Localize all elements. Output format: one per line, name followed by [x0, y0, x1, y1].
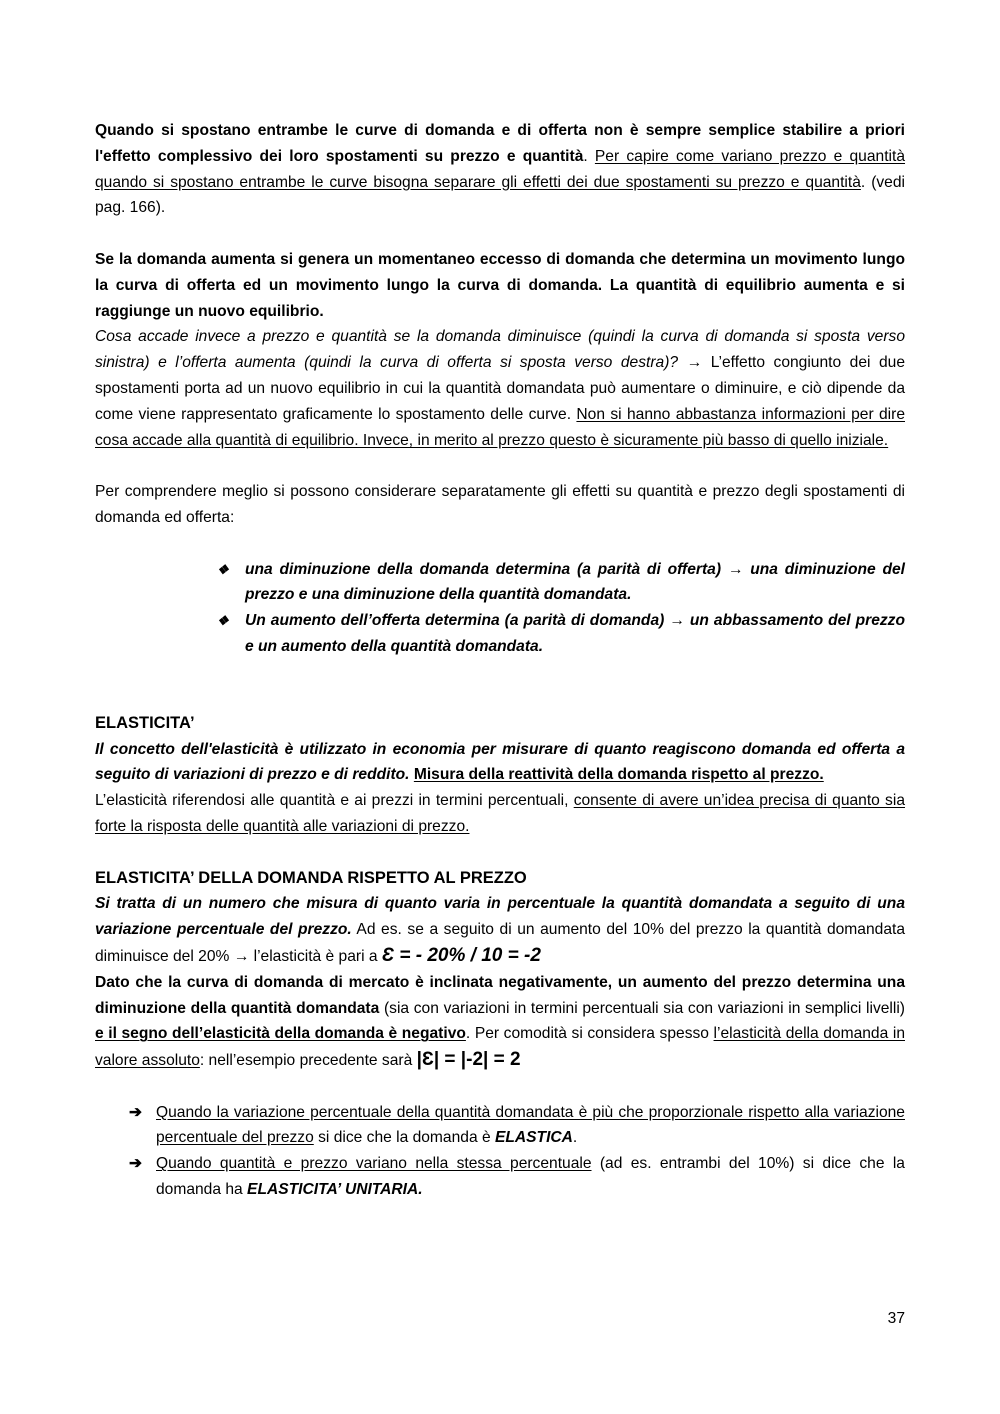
- bold-text: Quando si spostano entrambe le curve di domanda e di offerta non è sempre semplice stabilire a priori l'effetto complessivo dei loro spostamenti su prezzo e quantità: [95, 122, 905, 165]
- text: .: [583, 147, 595, 165]
- section-heading-price-elasticity: ELASTICITA’ DELLA DOMANDA RISPETTO AL PREZZO: [95, 868, 527, 887]
- paragraph-price-elasticity: [95, 891, 905, 969]
- arrow-right-icon: →: [233, 947, 250, 965]
- italic-question: Cosa accade invece a prezzo e quantità se la domanda diminuisce (quindi la curva di domanda si sposta verso sinistra) e l’offerta aumenta (quindi la curva di offerta si sposta verso destra)?: [95, 328, 905, 372]
- list-item: [217, 557, 905, 609]
- paragraph-demand-decrease-supply-increase: [95, 324, 905, 453]
- paragraph-demand-increase: [95, 247, 905, 324]
- text: .: [572, 1129, 578, 1147]
- arrow-right-icon: →: [686, 354, 703, 372]
- text: (ad es. entrambi del 10%) si dice che la domanda ha: [156, 1155, 905, 1199]
- elasticity-formula: Ɛ = - 20% / 10 = -2: [381, 944, 541, 966]
- text: Per comprendere meglio si possono considerare separatamente gli effetti su quantità e prezzo degli spostamenti di domanda ed offerta:: [95, 483, 905, 526]
- text: si dice che la domanda è: [313, 1129, 495, 1147]
- elasticity-types-list: [95, 1100, 905, 1203]
- text: l’elasticità è pari a: [249, 947, 382, 965]
- bold-underlined-text: e il segno dell’elasticità della domanda è negativo: [95, 1025, 466, 1043]
- text: L’elasticità riferendosi alle quantità e ai prezzi in termini percentuali,: [95, 792, 574, 810]
- absolute-elasticity-formula: |Ɛ| = |-2| = 2: [416, 1049, 521, 1071]
- arrow-bullet-icon: ➔: [129, 1103, 143, 1121]
- bold-italic-text: Si tratta di un numero che misura di quanto varia in percentuale la quantità domandata a seguito di una variazione percentuale del prezzo.: [95, 895, 905, 939]
- text: una diminuzione della domanda determina (a parità di offerta): [245, 560, 728, 578]
- arrow-right-icon: →: [727, 560, 744, 578]
- underlined-text: Quando quantità e prezzo variano nella stessa percentuale: [156, 1155, 592, 1173]
- text: . Per comodità si considera spesso: [465, 1025, 714, 1043]
- bold-text: Dato che la curva di domanda di mercato è inclinata negativamente, un aumento del prezzo determina una diminuzione della quantità domandata: [95, 973, 905, 1017]
- paragraph-intro-effects: [95, 479, 905, 531]
- diamond-bullet-icon: ❖: [217, 561, 229, 577]
- bold-italic-text: Il concetto dell'elasticità è utilizzato in economia per misurare di quanto reagiscono domanda ed offerta a seguito di variazioni di prezzo e di reddito.: [95, 740, 905, 784]
- paragraph-negative-sign: [95, 970, 905, 1074]
- underlined-text: Non si hanno abbastanza informazioni per dire cosa accade alla quantità di equilibrio. Invece, in merito al prezzo questo è sicuramente più basso di quello iniziale.: [95, 405, 905, 449]
- text: un abbassamento del prezzo e un aumento della quantità domandata.: [245, 612, 905, 655]
- underlined-text: Per capire come variano prezzo e quantità quando si spostano entrambe le curve bisogna separare gli effetti dei due spostamenti su prezzo e quantità: [95, 147, 906, 191]
- text: una diminuzione del prezzo e una diminuzione della quantità domandata.: [245, 560, 905, 604]
- text: . (vedi pag. 166).: [95, 173, 905, 217]
- text: Un aumento dell’offerta determina (a parità di domanda): [245, 612, 670, 630]
- text: : nell’esempio precedente sarà: [199, 1052, 417, 1070]
- underlined-text: consente di avere un’idea precisa di quanto sia forte la risposta delle quantità alle variazioni di prezzo.: [95, 792, 905, 835]
- page-number: 37: [887, 1310, 905, 1327]
- text: L’effetto congiunto dei due spostamenti porta ad un nuovo equilibrio in cui la quantità domandata può aumentare o diminuire, e ciò dipende da come viene rappresentato graficamente lo spostamento delle curve.: [95, 354, 905, 423]
- bold-italic-text: ELASTICITA’ UNITARIA.: [247, 1181, 423, 1199]
- text: (sia con variazioni in termini percentuali sia con variazioni in semplici livelli): [379, 999, 906, 1017]
- text: Ad es. se a seguito di un aumento del 10% del prezzo la quantità domandata diminuisce del 20%: [95, 921, 905, 965]
- bold-text: Se la domanda aumenta si genera un momentaneo eccesso di domanda che determina un movimento lungo la curva di offerta ed un movimento lungo la curva di domanda. La quantità di equilibrio aumenta e si raggiunge un nuovo equilibrio.: [95, 250, 905, 320]
- underlined-text: Quando la variazione percentuale della quantità domandata è più che proporzionale rispetto alla variazione percentuale del prezzo: [156, 1103, 905, 1147]
- effects-list: [95, 557, 905, 660]
- diamond-bullet-icon: ❖: [217, 613, 229, 629]
- list-item: [129, 1151, 905, 1203]
- bold-italic-text: ELASTICA: [494, 1129, 573, 1147]
- document-page: [95, 118, 905, 1203]
- section-heading-elasticity: ELASTICITA’: [95, 713, 195, 732]
- paragraph-elasticity-percent: [95, 788, 905, 840]
- paragraph-elasticity-concept: [95, 737, 905, 789]
- arrow-right-icon: →: [669, 612, 685, 630]
- list-item: [129, 1100, 905, 1152]
- paragraph-both-curves-shift: [95, 118, 905, 221]
- underlined-text: l’elasticità della domanda in valore assoluto: [95, 1025, 905, 1070]
- arrow-bullet-icon: ➔: [129, 1155, 143, 1173]
- list-item: [217, 608, 905, 660]
- bold-underlined-text: Misura della reattività della domanda rispetto al prezzo.: [413, 766, 824, 784]
